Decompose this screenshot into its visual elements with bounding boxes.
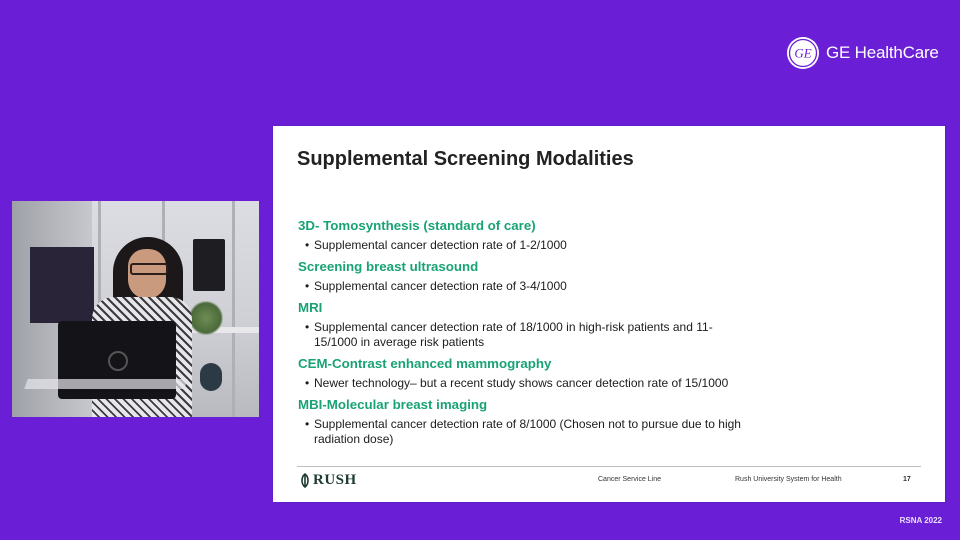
section-cem — [298, 356, 778, 391]
slide-content — [298, 218, 778, 453]
presenter-webcam-video — [12, 201, 259, 417]
section-heading: MRI — [298, 300, 323, 315]
ge-healthcare-wordmark: GE HealthCare — [826, 43, 939, 62]
section-heading: CEM-Contrast enhanced mammography — [298, 356, 552, 371]
section-ultrasound — [298, 259, 778, 294]
slide-title: Supplemental Screening Modalities — [297, 148, 634, 170]
rush-logo-icon — [299, 473, 311, 488]
footer-right-text: Rush University System for Health — [735, 476, 842, 483]
ge-monogram-icon — [786, 36, 820, 70]
bullet-item: • Newer technology– but a recent study shows cancer detection rate of 15/1000 — [305, 376, 729, 390]
section-mbi — [298, 397, 778, 447]
bullet-item: • Supplemental cancer detection rate of 18/1000 in high-risk patients and 11-15/1000 in average risk patients — [305, 320, 713, 349]
bullet-item: • Supplemental cancer detection rate of 8/1000 (Chosen not to pursue due to high radiation dose) — [305, 417, 741, 446]
presentation-slide — [273, 126, 945, 502]
bullet-item: • Supplemental cancer detection rate of 3-4/1000 — [305, 279, 567, 293]
svg-text:GE: GE — [794, 45, 812, 61]
section-heading: Screening breast ultrasound — [298, 259, 479, 274]
section-heading: MBI-Molecular breast imaging — [298, 397, 488, 412]
bullet-item: • Supplemental cancer detection rate of 1-2/1000 — [305, 238, 567, 252]
page-number: 17 — [903, 476, 911, 483]
section-heading: 3D- Tomosynthesis (standard of care) — [298, 218, 536, 233]
rush-logo: RUSH — [299, 472, 357, 489]
footer-divider — [297, 466, 921, 467]
ge-healthcare-logo — [786, 36, 939, 70]
rsna-label: RSNA 2022 — [899, 516, 942, 525]
section-tomosynthesis — [298, 218, 778, 253]
footer-center-text: Cancer Service Line — [598, 476, 662, 483]
section-mri — [298, 300, 778, 350]
